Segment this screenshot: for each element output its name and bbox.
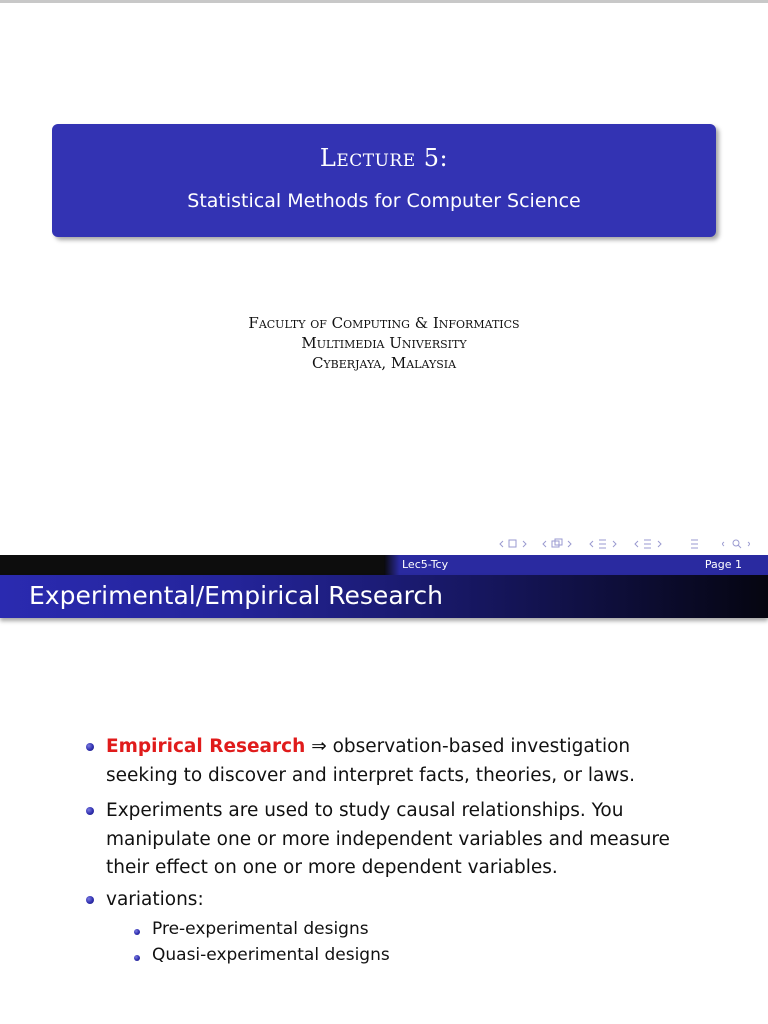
nav-section-icon[interactable] — [590, 540, 661, 548]
footer-short-title: Lec5-Tcy — [402, 558, 449, 571]
nav-frame-icon[interactable] — [500, 540, 526, 547]
frame-title-bar — [0, 575, 768, 618]
institute-line-3: Cyberjaya, Malaysia — [311, 354, 457, 372]
bullet-2-line-2: manipulate one or more independent variables and measure — [106, 829, 670, 850]
page-edge — [0, 0, 768, 3]
footer-bar — [0, 555, 768, 575]
nav-subsection-icon[interactable] — [543, 539, 571, 547]
frame-title: Experimental/Empirical Research — [29, 581, 443, 610]
lecture-title: Lecture 5: — [319, 144, 449, 172]
footer-left-panel — [0, 555, 384, 575]
bullet-3-line-1: variations: — [106, 889, 204, 910]
sub-bullet-icon — [134, 929, 140, 935]
institute-line-1: Faculty of Computing & Informatics — [248, 314, 520, 332]
bullet-1-text: observation-based investigation — [326, 736, 631, 757]
bullet-2-line-1: Experiments are used to study causal relationships. You — [106, 800, 624, 821]
sub-bullet-icon — [134, 955, 140, 961]
bullet-icon — [86, 896, 94, 904]
institute-block — [0, 313, 768, 373]
implies-arrow: ⇒ — [311, 736, 327, 757]
footer-page-number: Page 1 — [704, 558, 742, 571]
bullet-2-line-3: their effect on one or more dependent variables. — [106, 857, 558, 878]
title-box — [52, 124, 716, 237]
institute-line-2: Multimedia University — [301, 334, 467, 352]
empirical-research-term: Empirical Research — [106, 736, 306, 757]
sub-item-pre-experimental: Pre-experimental designs — [152, 919, 369, 939]
navigation-icons[interactable] — [0, 536, 768, 552]
bullet-icon — [86, 807, 94, 815]
bullet-icon — [86, 743, 94, 751]
bullet-1-line-1 — [106, 732, 630, 761]
beamer-navigation-bar[interactable] — [0, 536, 768, 552]
nav-search-icon[interactable] — [691, 540, 750, 548]
lecture-subtitle: Statistical Methods for Computer Science — [187, 190, 581, 212]
bullet-1-line-2: seeking to discover and interpret facts, theories, or laws. — [106, 765, 635, 786]
sub-item-quasi-experimental: Quasi-experimental designs — [152, 945, 390, 965]
